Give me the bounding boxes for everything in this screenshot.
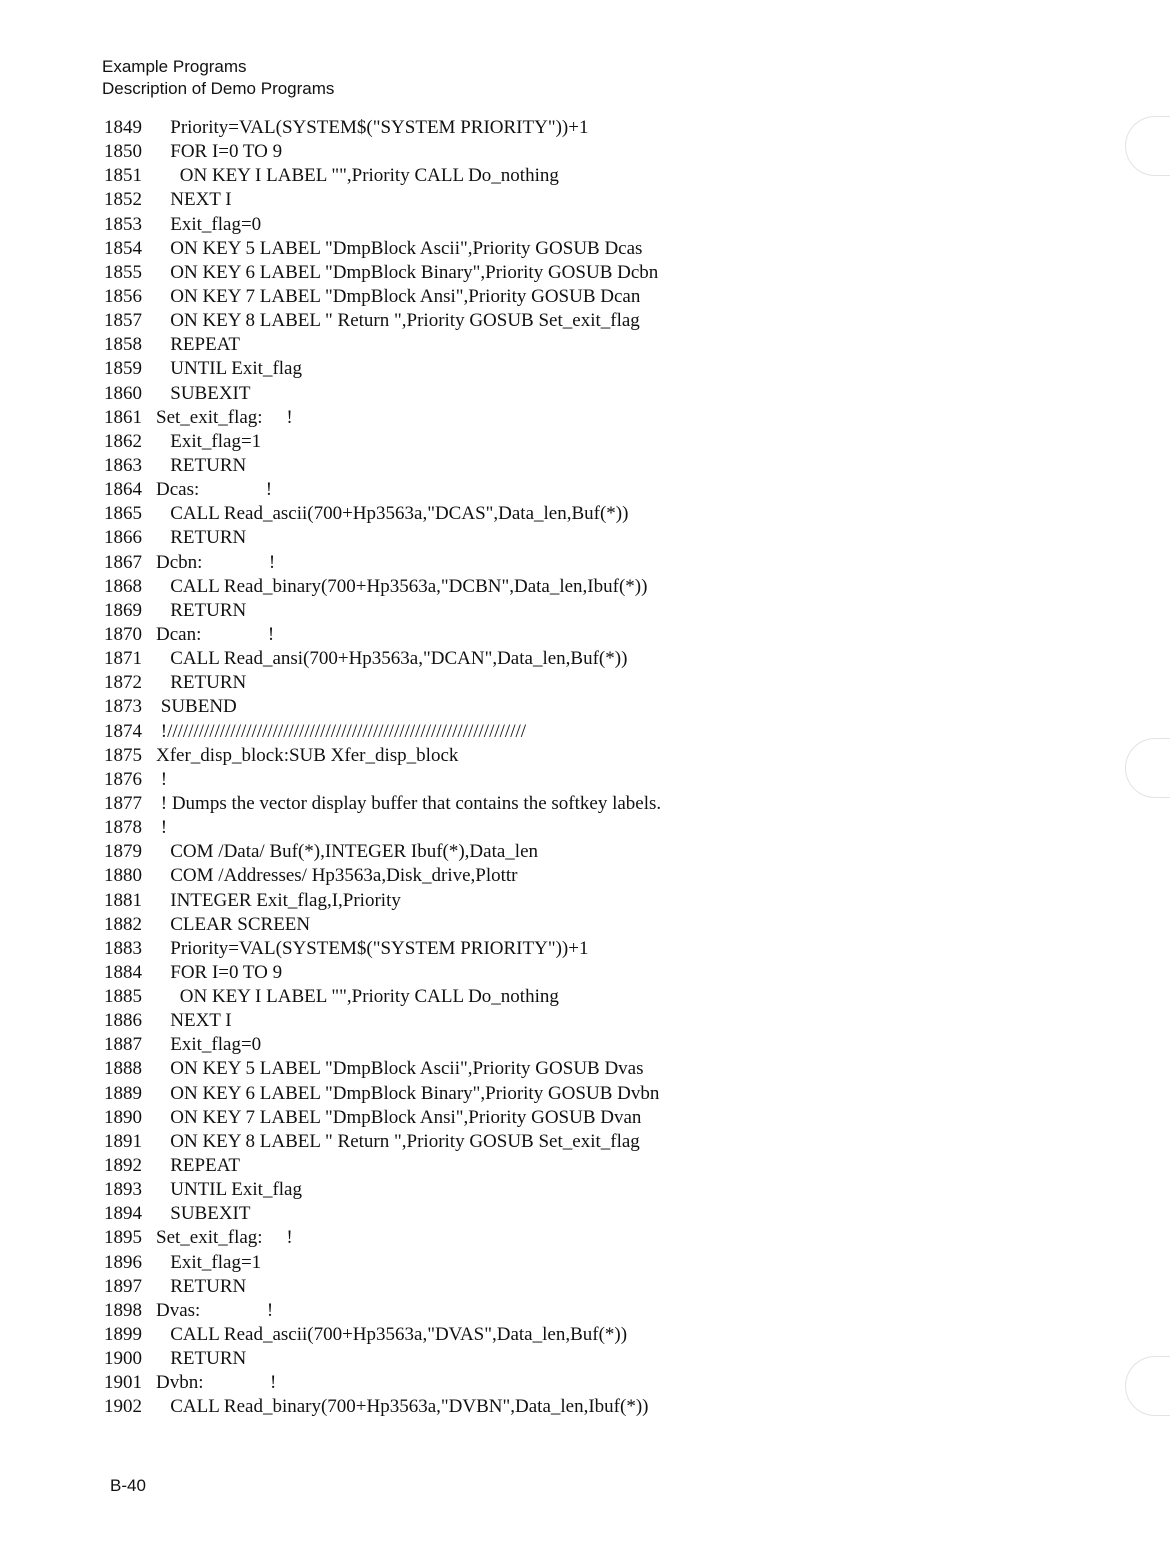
code-line <box>104 1106 661 1130</box>
code-line <box>104 744 661 768</box>
code-line <box>104 864 661 888</box>
code-text: RETURN <box>156 1348 247 1370</box>
code-line <box>104 406 661 430</box>
code-text: ON KEY I LABEL "",Priority CALL Do_nothing <box>156 165 559 187</box>
line-number: 1889 <box>104 1082 142 1104</box>
code-line <box>104 1226 661 1250</box>
code-text: REPEAT <box>156 334 240 356</box>
code-text: SUBEND <box>156 696 237 718</box>
code-text: RETURN <box>156 1275 247 1297</box>
code-line <box>104 1178 661 1202</box>
code-line <box>104 599 661 623</box>
line-number: 1858 <box>104 334 142 356</box>
code-line <box>104 816 661 840</box>
code-text: Exit_flag=0 <box>156 1034 262 1056</box>
code-text: UNTIL Exit_flag <box>156 1179 302 1201</box>
code-text: REPEAT <box>156 1155 240 1177</box>
code-text: ! <box>156 768 168 790</box>
line-number: 1869 <box>104 599 142 621</box>
code-line <box>104 840 661 864</box>
code-line <box>104 575 661 599</box>
code-text: CALL Read_binary(700+Hp3563a,"DCBN",Data_len,Ibuf(*)) <box>156 575 648 597</box>
line-number: 1900 <box>104 1348 142 1370</box>
code-line <box>104 1057 661 1081</box>
line-number: 1868 <box>104 575 142 597</box>
line-number: 1856 <box>104 285 142 307</box>
line-number: 1862 <box>104 430 142 452</box>
code-line <box>104 140 661 164</box>
line-number: 1866 <box>104 527 142 549</box>
code-listing <box>104 116 661 1420</box>
line-number: 1850 <box>104 141 142 163</box>
code-text: Dcan: ! <box>156 623 275 645</box>
code-line <box>104 1154 661 1178</box>
code-line <box>104 309 661 333</box>
code-text: ON KEY 5 LABEL "DmpBlock Ascii",Priority GOSUB Dcas <box>156 237 643 259</box>
code-text: ON KEY 8 LABEL " Return ",Priority GOSUB Set_exit_flag <box>156 310 640 332</box>
line-number: 1865 <box>104 503 142 525</box>
line-number: 1897 <box>104 1275 142 1297</box>
line-number: 1855 <box>104 261 142 283</box>
line-number: 1875 <box>104 744 142 766</box>
code-line <box>104 526 661 550</box>
line-number: 1895 <box>104 1227 142 1249</box>
code-line <box>104 1202 661 1226</box>
code-text: INTEGER Exit_flag,I,Priority <box>156 889 401 911</box>
code-line <box>104 1251 661 1275</box>
code-line <box>104 116 661 140</box>
code-text: FOR I=0 TO 9 <box>156 961 283 983</box>
line-number: 1874 <box>104 720 142 742</box>
punch-hole-mark <box>1125 1356 1170 1416</box>
line-number: 1894 <box>104 1203 142 1225</box>
code-text: ON KEY 7 LABEL "DmpBlock Ansi",Priority GOSUB Dcan <box>156 285 641 307</box>
line-number: 1861 <box>104 406 142 428</box>
code-line <box>104 454 661 478</box>
line-number: 1878 <box>104 817 142 839</box>
code-line <box>104 1130 661 1154</box>
line-number: 1898 <box>104 1299 142 1321</box>
code-text: SUBEXIT <box>156 382 251 404</box>
line-number: 1873 <box>104 696 142 718</box>
code-text: Exit_flag=1 <box>156 1251 262 1273</box>
line-number: 1857 <box>104 310 142 332</box>
code-text: Dvbn: ! <box>156 1372 277 1394</box>
line-number: 1883 <box>104 937 142 959</box>
line-number: 1863 <box>104 454 142 476</box>
code-line <box>104 720 661 744</box>
line-number: 1877 <box>104 792 142 814</box>
code-line <box>104 1082 661 1106</box>
line-number: 1872 <box>104 672 142 694</box>
header-section-title: Example Programs <box>102 57 247 76</box>
code-text: Set_exit_flag: ! <box>156 1227 293 1249</box>
code-line <box>104 937 661 961</box>
code-text: RETURN <box>156 527 247 549</box>
line-number: 1854 <box>104 237 142 259</box>
line-number: 1890 <box>104 1106 142 1128</box>
line-number: 1899 <box>104 1324 142 1346</box>
code-line <box>104 237 661 261</box>
code-line <box>104 671 661 695</box>
code-text: CALL Read_binary(700+Hp3563a,"DVBN",Data_len,Ibuf(*)) <box>156 1396 649 1418</box>
code-line <box>104 1371 661 1395</box>
line-number: 1881 <box>104 889 142 911</box>
page-number: B-40 <box>110 1476 146 1495</box>
code-line <box>104 889 661 913</box>
code-line <box>104 188 661 212</box>
code-line <box>104 647 661 671</box>
code-text: CALL Read_ansi(700+Hp3563a,"DCAN",Data_len,Buf(*)) <box>156 648 628 670</box>
code-text: CALL Read_ascii(700+Hp3563a,"DVAS",Data_len,Buf(*)) <box>156 1324 628 1346</box>
code-text: RETURN <box>156 454 247 476</box>
code-text: ! Dumps the vector display buffer that contains the softkey labels. <box>156 792 662 814</box>
line-number: 1864 <box>104 479 142 501</box>
line-number: 1853 <box>104 213 142 235</box>
code-text: SUBEXIT <box>156 1203 251 1225</box>
line-number: 1901 <box>104 1372 142 1394</box>
line-number: 1876 <box>104 768 142 790</box>
code-text: !//////////////////////////////////////////////////////////////////// <box>156 720 527 742</box>
line-number: 1893 <box>104 1179 142 1201</box>
line-number: 1884 <box>104 961 142 983</box>
code-line <box>104 1323 661 1347</box>
code-text: Dcas: ! <box>156 479 273 501</box>
line-number: 1852 <box>104 189 142 211</box>
code-text: ON KEY 6 LABEL "DmpBlock Binary",Priority GOSUB Dcbn <box>156 261 659 283</box>
code-line <box>104 913 661 937</box>
line-number: 1887 <box>104 1034 142 1056</box>
code-text: COM /Data/ Buf(*),INTEGER Ibuf(*),Data_len <box>156 841 539 863</box>
code-text: ON KEY 6 LABEL "DmpBlock Binary",Priority GOSUB Dvbn <box>156 1082 660 1104</box>
code-text: RETURN <box>156 672 247 694</box>
code-text: CALL Read_ascii(700+Hp3563a,"DCAS",Data_len,Buf(*)) <box>156 503 629 525</box>
code-text: ! <box>156 817 168 839</box>
code-line <box>104 768 661 792</box>
line-number: 1879 <box>104 841 142 863</box>
line-number: 1849 <box>104 117 142 138</box>
line-number: 1880 <box>104 865 142 887</box>
line-number: 1867 <box>104 551 142 573</box>
code-line <box>104 382 661 406</box>
line-number: 1891 <box>104 1130 142 1152</box>
code-line <box>104 261 661 285</box>
code-line <box>104 285 661 309</box>
line-number: 1859 <box>104 358 142 380</box>
code-line <box>104 502 661 526</box>
code-text: FOR I=0 TO 9 <box>156 141 283 163</box>
line-number: 1892 <box>104 1155 142 1177</box>
line-number: 1888 <box>104 1058 142 1080</box>
code-text: Set_exit_flag: ! <box>156 406 293 428</box>
line-number: 1902 <box>104 1396 142 1418</box>
code-text: Priority=VAL(SYSTEM$("SYSTEM PRIORITY"))+1 <box>156 937 589 959</box>
code-line <box>104 961 661 985</box>
code-text: NEXT I <box>156 189 232 211</box>
code-line <box>104 623 661 647</box>
code-text: UNTIL Exit_flag <box>156 358 302 380</box>
code-line <box>104 695 661 719</box>
code-line <box>104 551 661 575</box>
code-line <box>104 985 661 1009</box>
code-text: COM /Addresses/ Hp3563a,Disk_drive,Plottr <box>156 865 518 887</box>
code-text: ON KEY 7 LABEL "DmpBlock Ansi",Priority GOSUB Dvan <box>156 1106 642 1128</box>
code-line <box>104 792 661 816</box>
line-number: 1860 <box>104 382 142 404</box>
code-line <box>104 430 661 454</box>
line-number: 1896 <box>104 1251 142 1273</box>
line-number: 1870 <box>104 623 142 645</box>
code-text: ON KEY 8 LABEL " Return ",Priority GOSUB Set_exit_flag <box>156 1130 640 1152</box>
line-number: 1886 <box>104 1010 142 1032</box>
code-line <box>104 357 661 381</box>
code-text: Exit_flag=0 <box>156 213 262 235</box>
page-header <box>102 56 334 100</box>
code-text: CLEAR SCREEN <box>156 913 311 935</box>
code-text: Priority=VAL(SYSTEM$("SYSTEM PRIORITY"))+1 <box>156 117 589 138</box>
code-text: Exit_flag=1 <box>156 430 262 452</box>
code-line <box>104 1033 661 1057</box>
code-line <box>104 478 661 502</box>
code-text: Dvas: ! <box>156 1299 274 1321</box>
code-text: NEXT I <box>156 1010 232 1032</box>
code-line <box>104 333 661 357</box>
code-line <box>104 164 661 188</box>
punch-hole-mark <box>1125 116 1170 176</box>
header-subsection-title: Description of Demo Programs <box>102 79 335 98</box>
code-text: ON KEY 5 LABEL "DmpBlock Ascii",Priority GOSUB Dvas <box>156 1058 644 1080</box>
code-line <box>104 1009 661 1033</box>
code-text: Xfer_disp_block:SUB Xfer_disp_block <box>156 744 459 766</box>
code-text: Dcbn: ! <box>156 551 276 573</box>
code-text: RETURN <box>156 599 247 621</box>
code-line <box>104 1347 661 1371</box>
code-line <box>104 1395 661 1419</box>
line-number: 1851 <box>104 165 142 187</box>
code-line <box>104 1275 661 1299</box>
line-number: 1885 <box>104 986 142 1008</box>
punch-hole-mark <box>1125 738 1170 798</box>
code-line <box>104 213 661 237</box>
line-number: 1871 <box>104 648 142 670</box>
code-text: ON KEY I LABEL "",Priority CALL Do_nothing <box>156 986 559 1008</box>
line-number: 1882 <box>104 913 142 935</box>
code-line <box>104 1299 661 1323</box>
